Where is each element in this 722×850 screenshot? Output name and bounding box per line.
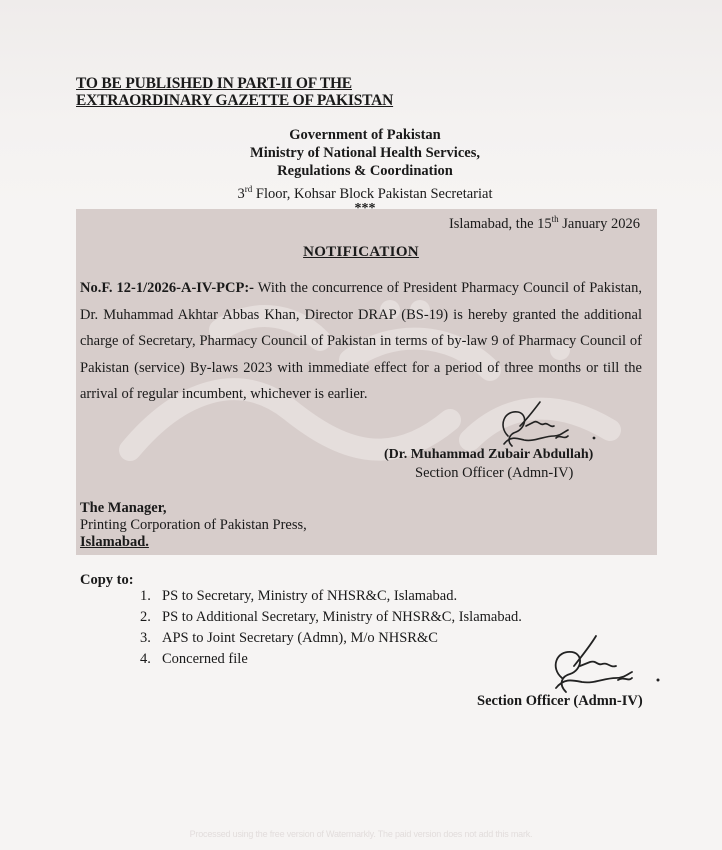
gazette-line-1: TO BE PUBLISHED IN PART-II OF THE	[76, 75, 352, 92]
signatory-name: (Dr. Muhammad Zubair Abdullah)	[384, 447, 594, 462]
signature-mark-2	[540, 632, 670, 702]
gazette-header	[76, 75, 393, 109]
notification-text: With the concurrence of President Pharmacy Council of Pakistan, Dr. Muhammad Akhtar Abbas Khan, Director DRAP (BS-19) is hereby granted the additional charge of Secretary, Pharmacy Council of Pakistan in terms of by-law 9 of Pharmacy Council of Pakistan (service) By-laws 2023 with immediate effect for a period of three months or till the arrival of regular incumbent, whichever is earlier.	[80, 280, 642, 402]
letterhead-ministry: Ministry of National Health Services,	[250, 145, 480, 161]
list-item: 3. APS to Joint Secretary (Admn), M/o NHSR&C	[140, 630, 438, 646]
letterhead-address: 3rd Floor, Kohsar Block Pakistan Secretariat	[237, 184, 493, 202]
issue-date: Islamabad, the 15th January 2026	[448, 214, 640, 232]
letterhead-division: Regulations & Coordination	[277, 163, 453, 179]
closing-title: Section Officer (Admn-IV)	[477, 693, 643, 709]
copy-to-list	[140, 586, 522, 670]
recipient-block	[80, 500, 307, 551]
gazette-line-2: EXTRAORDINARY GAZETTE OF PAKISTAN	[76, 92, 394, 109]
notification-reference: No.F. 12-1/2026-A-IV-PCP:-	[80, 280, 254, 296]
copy-to-label: Copy to:	[80, 572, 134, 588]
notification-body	[80, 275, 642, 408]
list-item: 2. PS to Additional Secretary, Ministry of NHSR&C, Islamabad.	[140, 609, 522, 625]
list-item: 4. Concerned file	[140, 651, 248, 667]
list-item: 1. PS to Secretary, Ministry of NHSR&C, Islamabad.	[140, 588, 458, 604]
signatory-title: Section Officer (Admn-IV)	[415, 465, 574, 481]
notification-heading: NOTIFICATION	[303, 244, 419, 260]
letterhead-government: Government of Pakistan	[289, 127, 441, 143]
footer-watermark-note: Processed using the free version of Watermarkly. The paid version does not add this mark.	[189, 829, 533, 839]
recipient-line-2: Printing Corporation of Pakistan Press,	[80, 517, 307, 533]
recipient-line-3: Islamabad.	[80, 534, 149, 550]
letterhead	[200, 126, 530, 215]
recipient-line-1: The Manager,	[80, 500, 167, 516]
letterhead-separator: ***	[354, 200, 376, 216]
